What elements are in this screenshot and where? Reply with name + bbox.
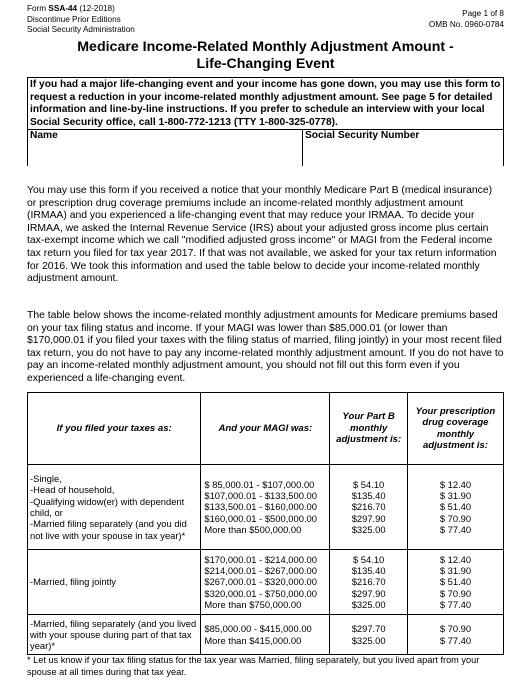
table-row [28, 615, 504, 655]
name-label: Name [30, 130, 58, 142]
table-row [28, 550, 504, 615]
form-id: SSA-44 [48, 4, 78, 13]
ssn-label: Social Security Number [305, 130, 420, 142]
magi-cell: $85,000.00 - $415,000.00 More than $415,000.00 [201, 615, 330, 655]
form-id-prefix: Form [27, 4, 49, 13]
part-b-cell: $ 54.10 $135.40 $216.70 $297.90 $325.00 [330, 465, 408, 550]
identity-fields [28, 129, 503, 166]
intro-text: If you had a major life-changing event and your income has gone down, you may use this form to request a reduction in your income-related monthly adjustment amount. See page 5 for detailed information and line-by-line instructions. If you prefer to schedule an interview with your local Social Security office, call 1-800-772-1213 (TTY 1-800-325-0778). [30, 79, 501, 128]
drug-coverage-cell: $ 12.40 $ 31.90 $ 51.40 $ 70.90 $ 77.40 [407, 550, 503, 615]
paragraph-table-explanation: The table below shows the income-related monthly adjustment amounts for Medicare premiums based on your tax filing status and income. If your MAGI was lower than $85,000.01 (or lower than $170,000.01 if you filed your taxes with the filing status of married, filing jointly) in your most recent filed tax return, you do not have to pay any income-related monthly adjustment amount. If you do not have to pay an income-related monthly adjustment amount, you should not fill out this form even if you experienced a life-changing event. [27, 310, 504, 384]
irmaa-table [27, 392, 504, 655]
filing-status-cell: -Single, -Head of household, -Qualifying widow(er) with dependent child, or -Married filing separately (and you did not live with your spouse in tax year)* [28, 465, 201, 550]
form-identifier-block [27, 4, 135, 36]
discontinue-note: Discontinue Prior Editions [27, 14, 121, 24]
drug-coverage-cell: $ 12.40 $ 31.90 $ 51.40 $ 70.90 $ 77.40 [407, 465, 503, 550]
magi-cell: $170,000.01 - $214,000.00 $214,000.01 - $267,000.00 $267,000.01 - $320,000.00 $320,000.01 - $750,000.00 More than $750,000.00 [201, 550, 330, 615]
header-filing-status: If you filed your taxes as: [28, 393, 201, 465]
table-row [28, 465, 504, 550]
filing-status-cell: -Married, filing jointly [28, 550, 201, 615]
header-part-b: Your Part B monthly adjustment is: [330, 393, 408, 465]
part-b-cell: $297.70 $325.00 [330, 615, 408, 655]
table-header-row [28, 393, 504, 465]
paragraph-irmaa-explanation: You may use this form if you received a notice that your monthly Medicare Part B (medical insurance) or prescription drug coverage premiums include an income-related monthly adjustment amount (IRMAA) and you experienced a life-changing event that may reduce your IRMAA. To decide your IRMAA, we asked the Internal Revenue Service (IRS) about your adjusted gross income plus certain tax-exempt income which we call "modified adjusted gross income" or MAGI from the Federal income tax return you filed for tax year 2017. If that was not available, we asked for your tax return information for 2016. We took this information and used the table below to decide your income-related monthly adjustment amount. [27, 185, 497, 285]
form-title-line1: Medicare Income-Related Monthly Adjustment Amount - [77, 39, 454, 55]
name-field[interactable] [28, 130, 303, 166]
intro-box [27, 77, 504, 166]
header-magi: And your MAGI was: [201, 393, 330, 465]
magi-cell: $ 85,000.01 - $107,000.00 $107,000.01 - $133,500.00 $133,500.01 - $160,000.00 $160,000.01 - $500,000.00 More than $500,000.00 [201, 465, 330, 550]
form-title-line2: Life-Changing Event [196, 56, 335, 72]
form-title [27, 39, 504, 73]
ssn-field[interactable] [303, 130, 503, 166]
footnote: * Let us know if your tax filing status for the tax year was Married, filing separately, but you lived apart from your spouse at all times during that tax year. [27, 655, 480, 677]
drug-coverage-cell: $ 70.90 $ 77.40 [407, 615, 503, 655]
omb-number: OMB No. 0960-0784 [428, 19, 504, 29]
header-drug-coverage: Your prescription drug coverage monthly adjustment is: [407, 393, 503, 465]
agency-name: Social Security Administration [27, 25, 135, 34]
page-info-block [429, 9, 504, 30]
page-number: Page 1 of 8 [462, 9, 504, 18]
filing-status-cell: -Married, filing separately (and you lived with your spouse during part of that tax year)* [28, 615, 201, 655]
part-b-cell: $ 54.10 $135.40 $216.70 $297.90 $325.00 [330, 550, 408, 615]
form-date: (12-2018) [77, 4, 115, 13]
